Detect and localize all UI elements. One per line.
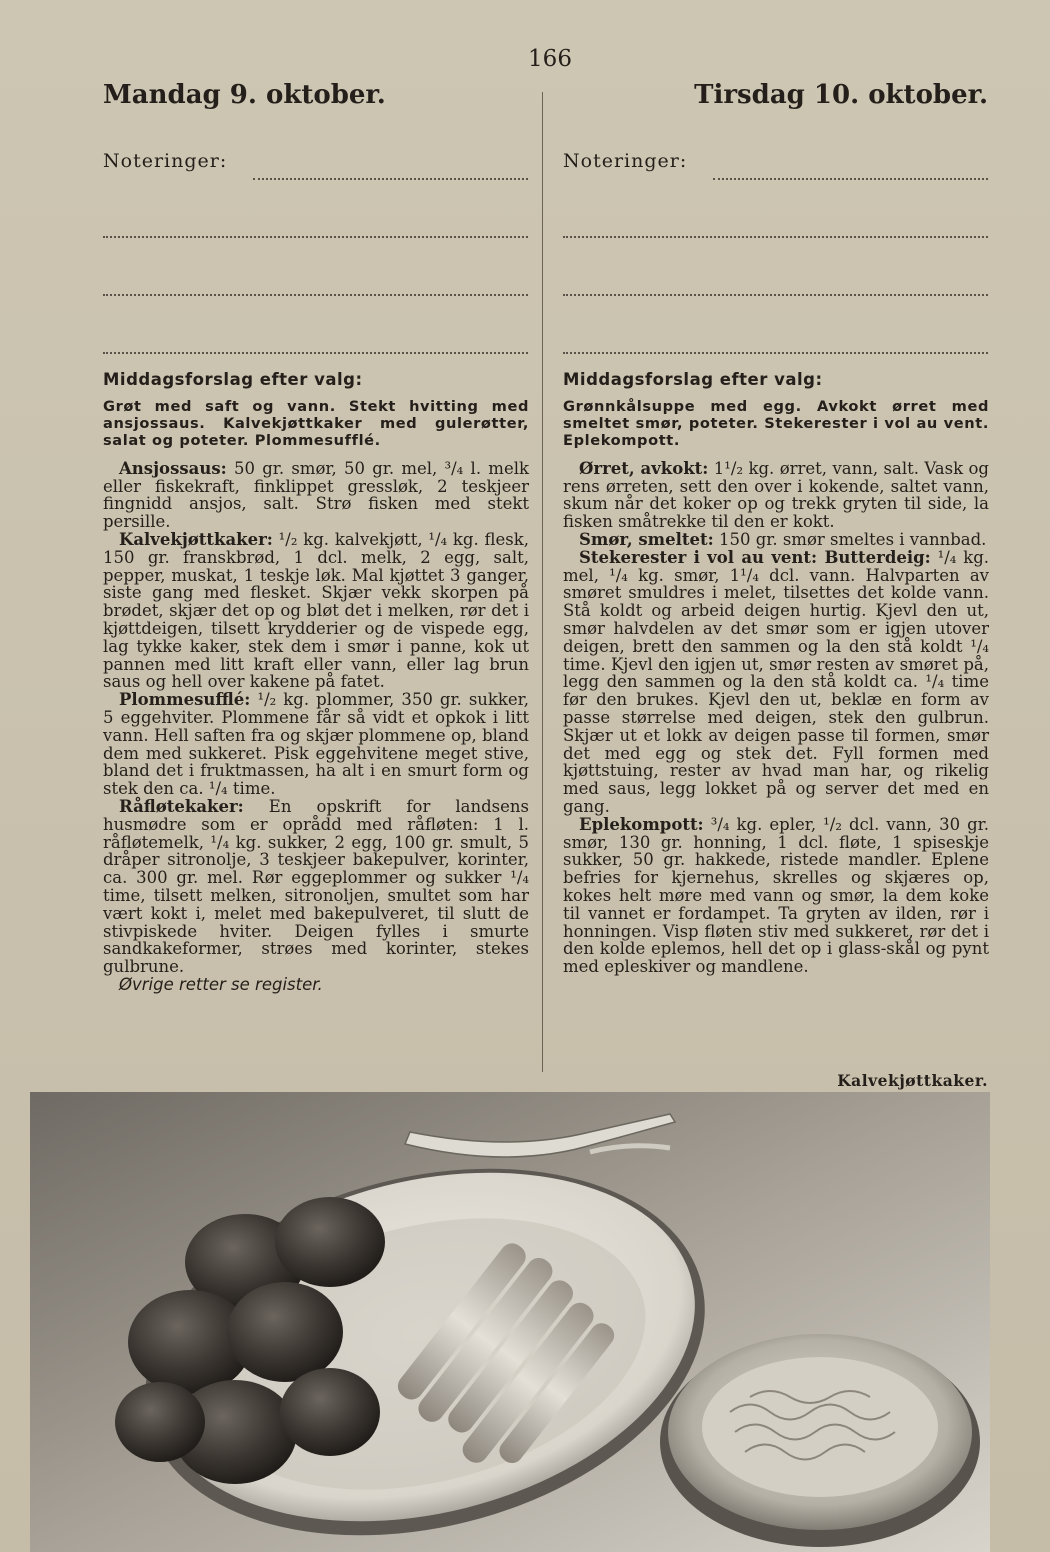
notes-section-left xyxy=(103,150,528,382)
register-note: Øvrige retter se register. xyxy=(119,974,323,994)
note-dotted-line xyxy=(563,236,988,238)
recipes-column-left xyxy=(103,371,529,994)
food-photo-illustration xyxy=(30,1092,990,1552)
recipe-text: ¹/₂ kg. kalvekjøtt, ¹/₄ kg. flesk, 150 gr. franskbrød, 1 dcl. melk, 2 egg, salt, pepper, muskat, 1 teskje løk. Mal kjøttet 3 ganger, siste gang med flesket. Skjær vekk skorpen på brødet, skjær det op og bløt det i melken, rør det i kjøttdeigen, tilsett krydderier og de vispede egg, lag tykke kaker, stek dem i smør i panne, kok ut pannen med litt kraft eller vann, eller lag brun saus og hell over kakene på fatet. xyxy=(103,529,529,692)
note-dotted-line xyxy=(103,236,528,238)
recipe-title: Plommesufflé: xyxy=(119,690,251,710)
recipe-title: Ansjossaus: xyxy=(119,458,227,478)
recipe-paragraph xyxy=(563,460,989,531)
notes-label: Noteringer: xyxy=(103,150,228,172)
recipe-paragraph xyxy=(563,816,989,976)
note-dotted-line xyxy=(103,352,528,354)
dinner-suggestion-heading: Middagsforslag efter valg: xyxy=(563,370,823,389)
recipe-paragraph xyxy=(103,691,529,798)
note-dotted-line xyxy=(713,178,988,180)
recipe-text: ³/₄ kg. epler, ¹/₂ dcl. vann, 30 gr. smør, 130 gr. honning, 1 dcl. fløte, 1 spiseskje sukker, 50 gr. hakkede, ristede mandler. Eplene befries for kjernehus, skrelles og skjæres op, kokes helt møre med vann og smør, la dem koke til vannet er fordampet. Ta gryten av ilden, rør i honningen. Visp fløten stiv med sukkeret, rør det i den kolde eplemos, hell det op i glass-skål og pynt med epleskiver og mandlene. xyxy=(563,814,989,977)
note-dotted-line xyxy=(563,294,988,296)
recipes-column-right xyxy=(563,371,989,976)
recipe-paragraph xyxy=(103,460,529,531)
note-dotted-line xyxy=(253,178,528,180)
recipe-text: ¹/₂ kg. plommer, 350 gr. sukker, 5 eggehviter. Plommene får så vidt et opkok i litt vann. Hell saften fra og skjær plommene op, bland dem med sukkeret. Pisk eggehvitene meget stive, bland det i fruktmassen, ha alt i en smurt form og stek den ca. ¹/₄ time. xyxy=(103,690,529,799)
photo-caption: Kalvekjøttkaker. xyxy=(837,1071,988,1090)
recipe-title: Kalvekjøttkaker: xyxy=(119,529,273,549)
column-divider xyxy=(542,92,543,1072)
notes-section-right xyxy=(563,150,988,382)
recipe-title: Stekerester i vol au vent: Butterdeig: xyxy=(579,547,931,567)
dinner-suggestion-heading: Middagsforslag efter valg: xyxy=(103,370,363,389)
recipe-paragraph xyxy=(103,531,529,691)
day-heading-tuesday: Tirsdag 10. oktober. xyxy=(694,80,988,110)
page-number: 166 xyxy=(528,46,572,72)
food-photograph xyxy=(30,1092,990,1552)
recipe-text: 50 gr. smør, 50 gr. mel, ³/₄ l. melk eller fiskekraft, finklippet gressløk, 2 teskjeer fingnidd ansjos, salt. Strø fisken med stekt persille. xyxy=(103,458,529,532)
menu-summary: Grønnkålsuppe med egg. Avkokt ørret med smeltet smør, poteter. Stekerester i vol au vent. Eplekompott. xyxy=(563,397,989,449)
recipe-paragraph xyxy=(563,549,989,816)
notes-label: Noteringer: xyxy=(563,150,688,172)
note-dotted-line xyxy=(103,294,528,296)
recipe-text: En opskrift for landsens husmødre som er oprådd med råfløten: 1 l. råfløtemelk, ¹/₄ kg. sukker, 2 egg, 100 gr. smult, 5 dråper sitronolje, 3 teskjeer bakepulver, korinter, ca. 300 gr. mel. Rør eggeplommer og sukker ¹/₄ time, tilsett melken, sitronoljen, smultet som har vært kokt i, melet med bakepulveret, til slutt de stivpiskede hviter. Deigen fylles i smurte sandkakeformer, strøes med korinter, stekes gulbrune. xyxy=(103,796,530,977)
recipe-text: 150 gr. smør smeltes i vannbad. xyxy=(718,529,987,549)
note-dotted-line xyxy=(563,352,988,354)
recipe-title: Ørret, avkokt: xyxy=(579,458,709,478)
day-heading-monday: Mandag 9. oktober. xyxy=(103,80,386,110)
recipe-title: Eplekompott: xyxy=(579,814,704,834)
recipe-paragraph xyxy=(563,531,989,549)
recipe-title: Råfløtekaker: xyxy=(119,796,244,816)
recipe-text: ¹/₄ kg. mel, ¹/₄ kg. smør, 1¹/₄ dcl. vann. Halvparten av smøret smuldres i melet, tilsettes det kolde vann. Stå koldt og arbeid deigen hurtig. Kjevl den ut, smør halvdelen av det smør som er igjen utover deigen, brett den sammen og la den stå koldt ¹/₄ time. Kjevl den igjen ut, smør resten av smøret på, legg den sammen og la den stå koldt ca. ¹/₄ time før den brukes. Kjevl den ut, beklæ en form av passe størrelse med deigen, stek den gulbrun. Skjær ut et lokk av deigen passe til formen, smør det med egg og stek det. Fyll formen med kjøttstuing, rester av hvad man har, og rikelig med saus, legg lokket på og server det med en gang. xyxy=(563,547,990,816)
recipe-text: 1¹/₂ kg. ørret, vann, salt. Vask og rens ørreten, sett den over i kokende, saltet vann, skum når det koker op og trekk gryten til side, la fisken småtrekke til den er kokt. xyxy=(563,458,989,532)
menu-summary: Grøt med saft og vann. Stekt hvitting med ansjossaus. Kalvekjøttkaker med gulerøtter, salat og poteter. Plommesufflé. xyxy=(103,397,529,449)
recipe-title: Smør, smeltet: xyxy=(579,529,714,549)
recipe-paragraph xyxy=(103,798,529,976)
